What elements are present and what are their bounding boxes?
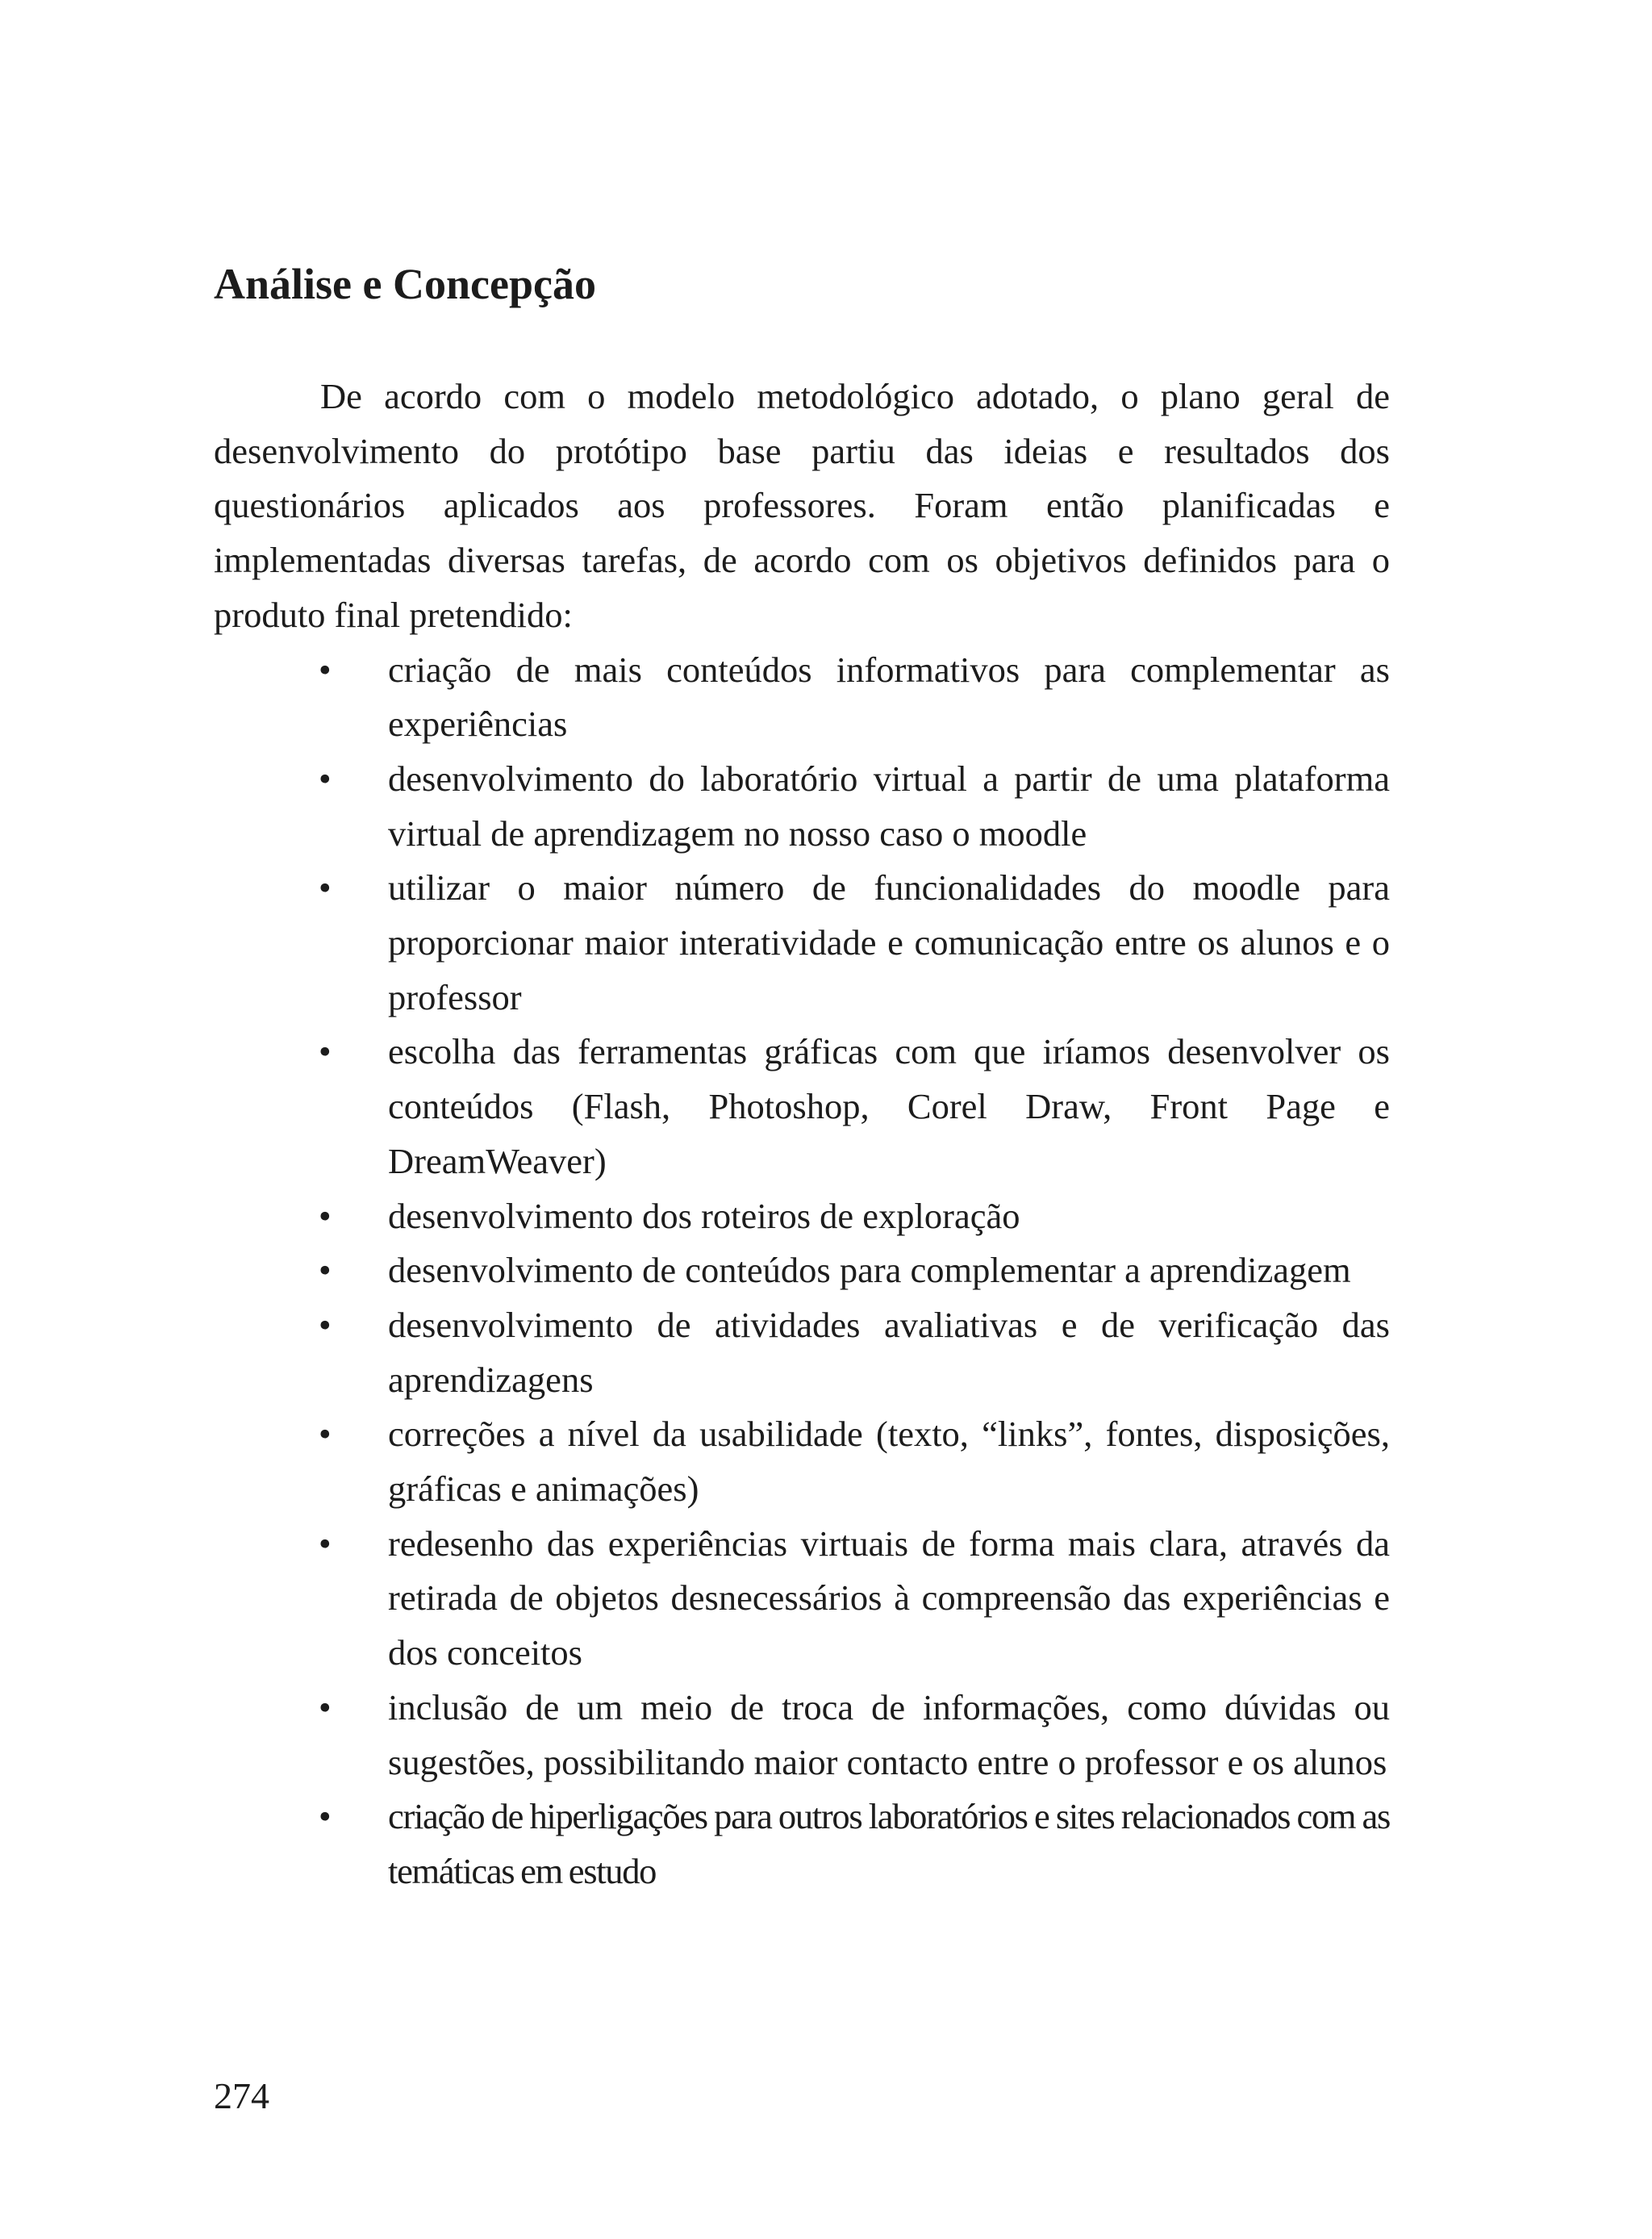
list-item-text: redesenho das experiências virtuais de forma mais clara, através da retirada de objetos desnecessários à compreensão das experiências e dos conceitos <box>388 1523 1390 1673</box>
bullet-marker: • <box>319 1250 332 1291</box>
list-item <box>214 1790 1390 1899</box>
list-item-text: criação de hiperligações para outros laboratórios e sites relacionados com as temáticas em estudo <box>388 1796 1390 1891</box>
bullet-marker: • <box>319 1523 332 1564</box>
task-list <box>214 643 1390 1899</box>
page-number: 274 <box>214 2075 269 2116</box>
list-item-text: desenvolvimento de conteúdos para complementar a aprendizagem <box>388 1250 1351 1291</box>
intro-paragraph: De acordo com o modelo metodológico adotado, o plano geral de desenvolvimento do protótipo base partiu das ideias e resultados dos questionários aplicados aos professores. Foram então planificadas e implementadas diversas tarefas, de acordo com os objetivos definidos para o produto final pretendido: <box>214 376 1390 635</box>
list-item <box>214 1517 1390 1681</box>
list-item <box>214 1025 1390 1188</box>
page-body <box>214 370 1390 1899</box>
book-page <box>214 0 1390 2239</box>
list-item <box>214 1681 1390 1790</box>
list-item <box>214 643 1390 752</box>
bullet-marker: • <box>319 1796 332 1837</box>
section-heading: Análise e Concepção <box>214 260 596 308</box>
list-item-text: criação de mais conteúdos informativos para complementar as experiências <box>388 649 1390 745</box>
list-item <box>214 1243 1390 1298</box>
list-item-text: inclusão de um meio de troca de informações, como dúvidas ou sugestões, possibilitando maior contacto entre o professor e os alunos <box>388 1686 1390 1782</box>
list-item <box>214 1189 1390 1244</box>
list-item <box>214 1298 1390 1407</box>
bullet-marker: • <box>319 649 332 690</box>
list-item-text: escolha das ferramentas gráficas com que iríamos desenvolver os conteúdos (Flash, Photoshop, Corel Draw, Front Page e DreamWeaver) <box>388 1031 1390 1181</box>
list-item-text: desenvolvimento dos roteiros de exploração <box>388 1195 1020 1236</box>
bullet-marker: • <box>319 867 332 909</box>
list-item <box>214 1407 1390 1516</box>
bullet-marker: • <box>319 1414 332 1455</box>
list-item-text: correções a nível da usabilidade (texto, “links”, fontes, disposições, gráficas e animações) <box>388 1414 1390 1510</box>
list-item <box>214 861 1390 1025</box>
bullet-marker: • <box>319 1031 332 1072</box>
bullet-marker: • <box>319 1686 332 1727</box>
bullet-marker: • <box>319 758 332 799</box>
list-item-text: desenvolvimento de atividades avaliativas e de verificação das aprendizagens <box>388 1304 1390 1400</box>
list-item <box>214 752 1390 861</box>
list-item-text: utilizar o maior número de funcionalidades do moodle para proporcionar maior interatividade e comunicação entre os alunos e o professor <box>388 867 1390 1017</box>
bullet-marker: • <box>319 1195 332 1236</box>
bullet-marker: • <box>319 1304 332 1345</box>
list-item-text: desenvolvimento do laboratório virtual a partir de uma plataforma virtual de aprendizagem no nosso caso o moodle <box>388 758 1390 854</box>
